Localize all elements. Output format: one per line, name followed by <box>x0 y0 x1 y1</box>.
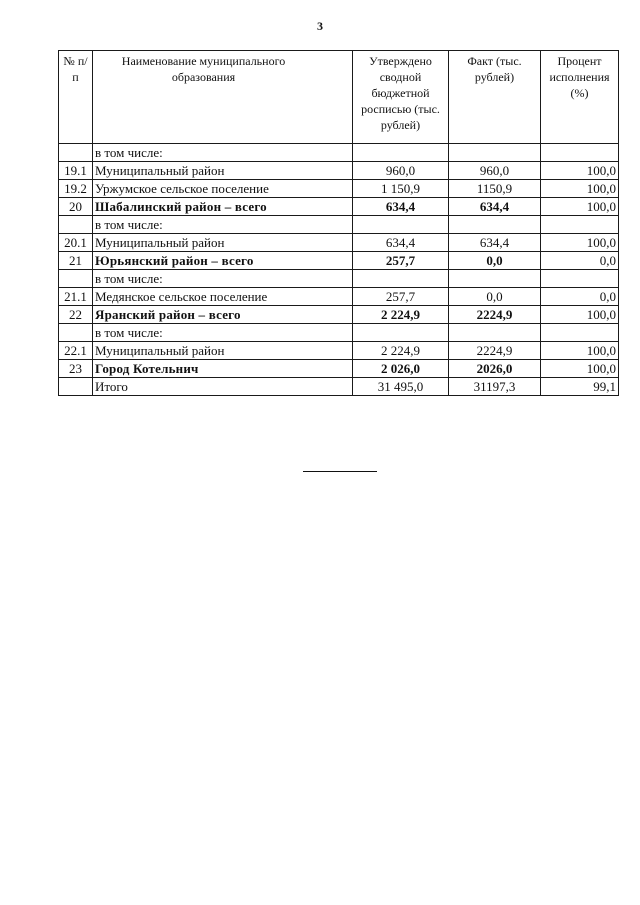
row-name: Муниципальный район <box>93 162 353 180</box>
row-approved: 960,0 <box>353 162 449 180</box>
row-fact: 960,0 <box>449 162 541 180</box>
table-row <box>59 360 619 378</box>
row-fact: 2224,9 <box>449 342 541 360</box>
table-row <box>59 270 619 288</box>
table-row <box>59 216 619 234</box>
row-percent <box>541 144 619 162</box>
row-fact: 2224,9 <box>449 306 541 324</box>
row-percent <box>541 324 619 342</box>
row-approved: 1 150,9 <box>353 180 449 198</box>
row-number: 19.2 <box>59 180 93 198</box>
row-number: 19.1 <box>59 162 93 180</box>
table-row <box>59 378 619 396</box>
row-name: Город Котельнич <box>93 360 353 378</box>
end-divider-line <box>303 471 377 472</box>
row-number: 22.1 <box>59 342 93 360</box>
row-number: 21 <box>59 252 93 270</box>
row-approved <box>353 144 449 162</box>
row-number: 20 <box>59 198 93 216</box>
row-approved <box>353 270 449 288</box>
row-approved: 2 026,0 <box>353 360 449 378</box>
row-approved: 2 224,9 <box>353 306 449 324</box>
row-percent: 99,1 <box>541 378 619 396</box>
row-fact <box>449 324 541 342</box>
row-percent: 100,0 <box>541 342 619 360</box>
table-row <box>59 162 619 180</box>
row-percent: 100,0 <box>541 360 619 378</box>
row-fact: 31197,3 <box>449 378 541 396</box>
row-fact <box>449 216 541 234</box>
page-number: 3 <box>317 19 323 33</box>
table-row <box>59 324 619 342</box>
header-name: Наименование муниципального образования <box>93 51 353 144</box>
table-row <box>59 342 619 360</box>
table-header-row <box>59 51 619 144</box>
row-name: Муниципальный район <box>93 234 353 252</box>
row-number <box>59 144 93 162</box>
table-row <box>59 198 619 216</box>
row-name: Муниципальный район <box>93 342 353 360</box>
row-name: Медянское сельское поселение <box>93 288 353 306</box>
row-name: Шабалинский район – всего <box>93 198 353 216</box>
row-number <box>59 324 93 342</box>
header-approved: Утверждено сводной бюджетной росписью (тыс. рублей) <box>353 51 449 144</box>
row-percent: 0,0 <box>541 288 619 306</box>
row-fact: 634,4 <box>449 234 541 252</box>
row-number <box>59 378 93 396</box>
row-approved <box>353 216 449 234</box>
row-fact: 0,0 <box>449 252 541 270</box>
table-row <box>59 252 619 270</box>
row-fact <box>449 144 541 162</box>
row-name: в том числе: <box>93 216 353 234</box>
row-name: в том числе: <box>93 270 353 288</box>
table-row <box>59 234 619 252</box>
table-row <box>59 306 619 324</box>
row-percent <box>541 216 619 234</box>
row-number: 20.1 <box>59 234 93 252</box>
row-approved: 257,7 <box>353 288 449 306</box>
row-name: Уржумское сельское поселение <box>93 180 353 198</box>
header-fact: Факт (тыс. рублей) <box>449 51 541 144</box>
row-percent: 100,0 <box>541 234 619 252</box>
table-row <box>59 180 619 198</box>
row-name: Яранский район – всего <box>93 306 353 324</box>
row-number <box>59 270 93 288</box>
row-percent: 100,0 <box>541 306 619 324</box>
header-percent: Процент исполнения (%) <box>541 51 619 144</box>
row-name: в том числе: <box>93 144 353 162</box>
row-percent: 0,0 <box>541 252 619 270</box>
row-approved: 31 495,0 <box>353 378 449 396</box>
row-fact: 0,0 <box>449 288 541 306</box>
row-name: Юрьянский район – всего <box>93 252 353 270</box>
row-approved: 2 224,9 <box>353 342 449 360</box>
row-fact: 634,4 <box>449 198 541 216</box>
table-body <box>59 144 619 396</box>
row-approved <box>353 324 449 342</box>
row-approved: 634,4 <box>353 234 449 252</box>
row-name: Итого <box>93 378 353 396</box>
row-approved: 257,7 <box>353 252 449 270</box>
row-percent: 100,0 <box>541 180 619 198</box>
header-num: № п/п <box>59 51 93 144</box>
table-row <box>59 288 619 306</box>
row-name: в том числе: <box>93 324 353 342</box>
row-fact <box>449 270 541 288</box>
row-percent <box>541 270 619 288</box>
row-fact: 2026,0 <box>449 360 541 378</box>
row-approved: 634,4 <box>353 198 449 216</box>
row-percent: 100,0 <box>541 198 619 216</box>
row-number <box>59 216 93 234</box>
row-percent: 100,0 <box>541 162 619 180</box>
row-fact: 1150,9 <box>449 180 541 198</box>
row-number: 21.1 <box>59 288 93 306</box>
row-number: 22 <box>59 306 93 324</box>
row-number: 23 <box>59 360 93 378</box>
budget-execution-table <box>58 50 619 396</box>
table-row <box>59 144 619 162</box>
